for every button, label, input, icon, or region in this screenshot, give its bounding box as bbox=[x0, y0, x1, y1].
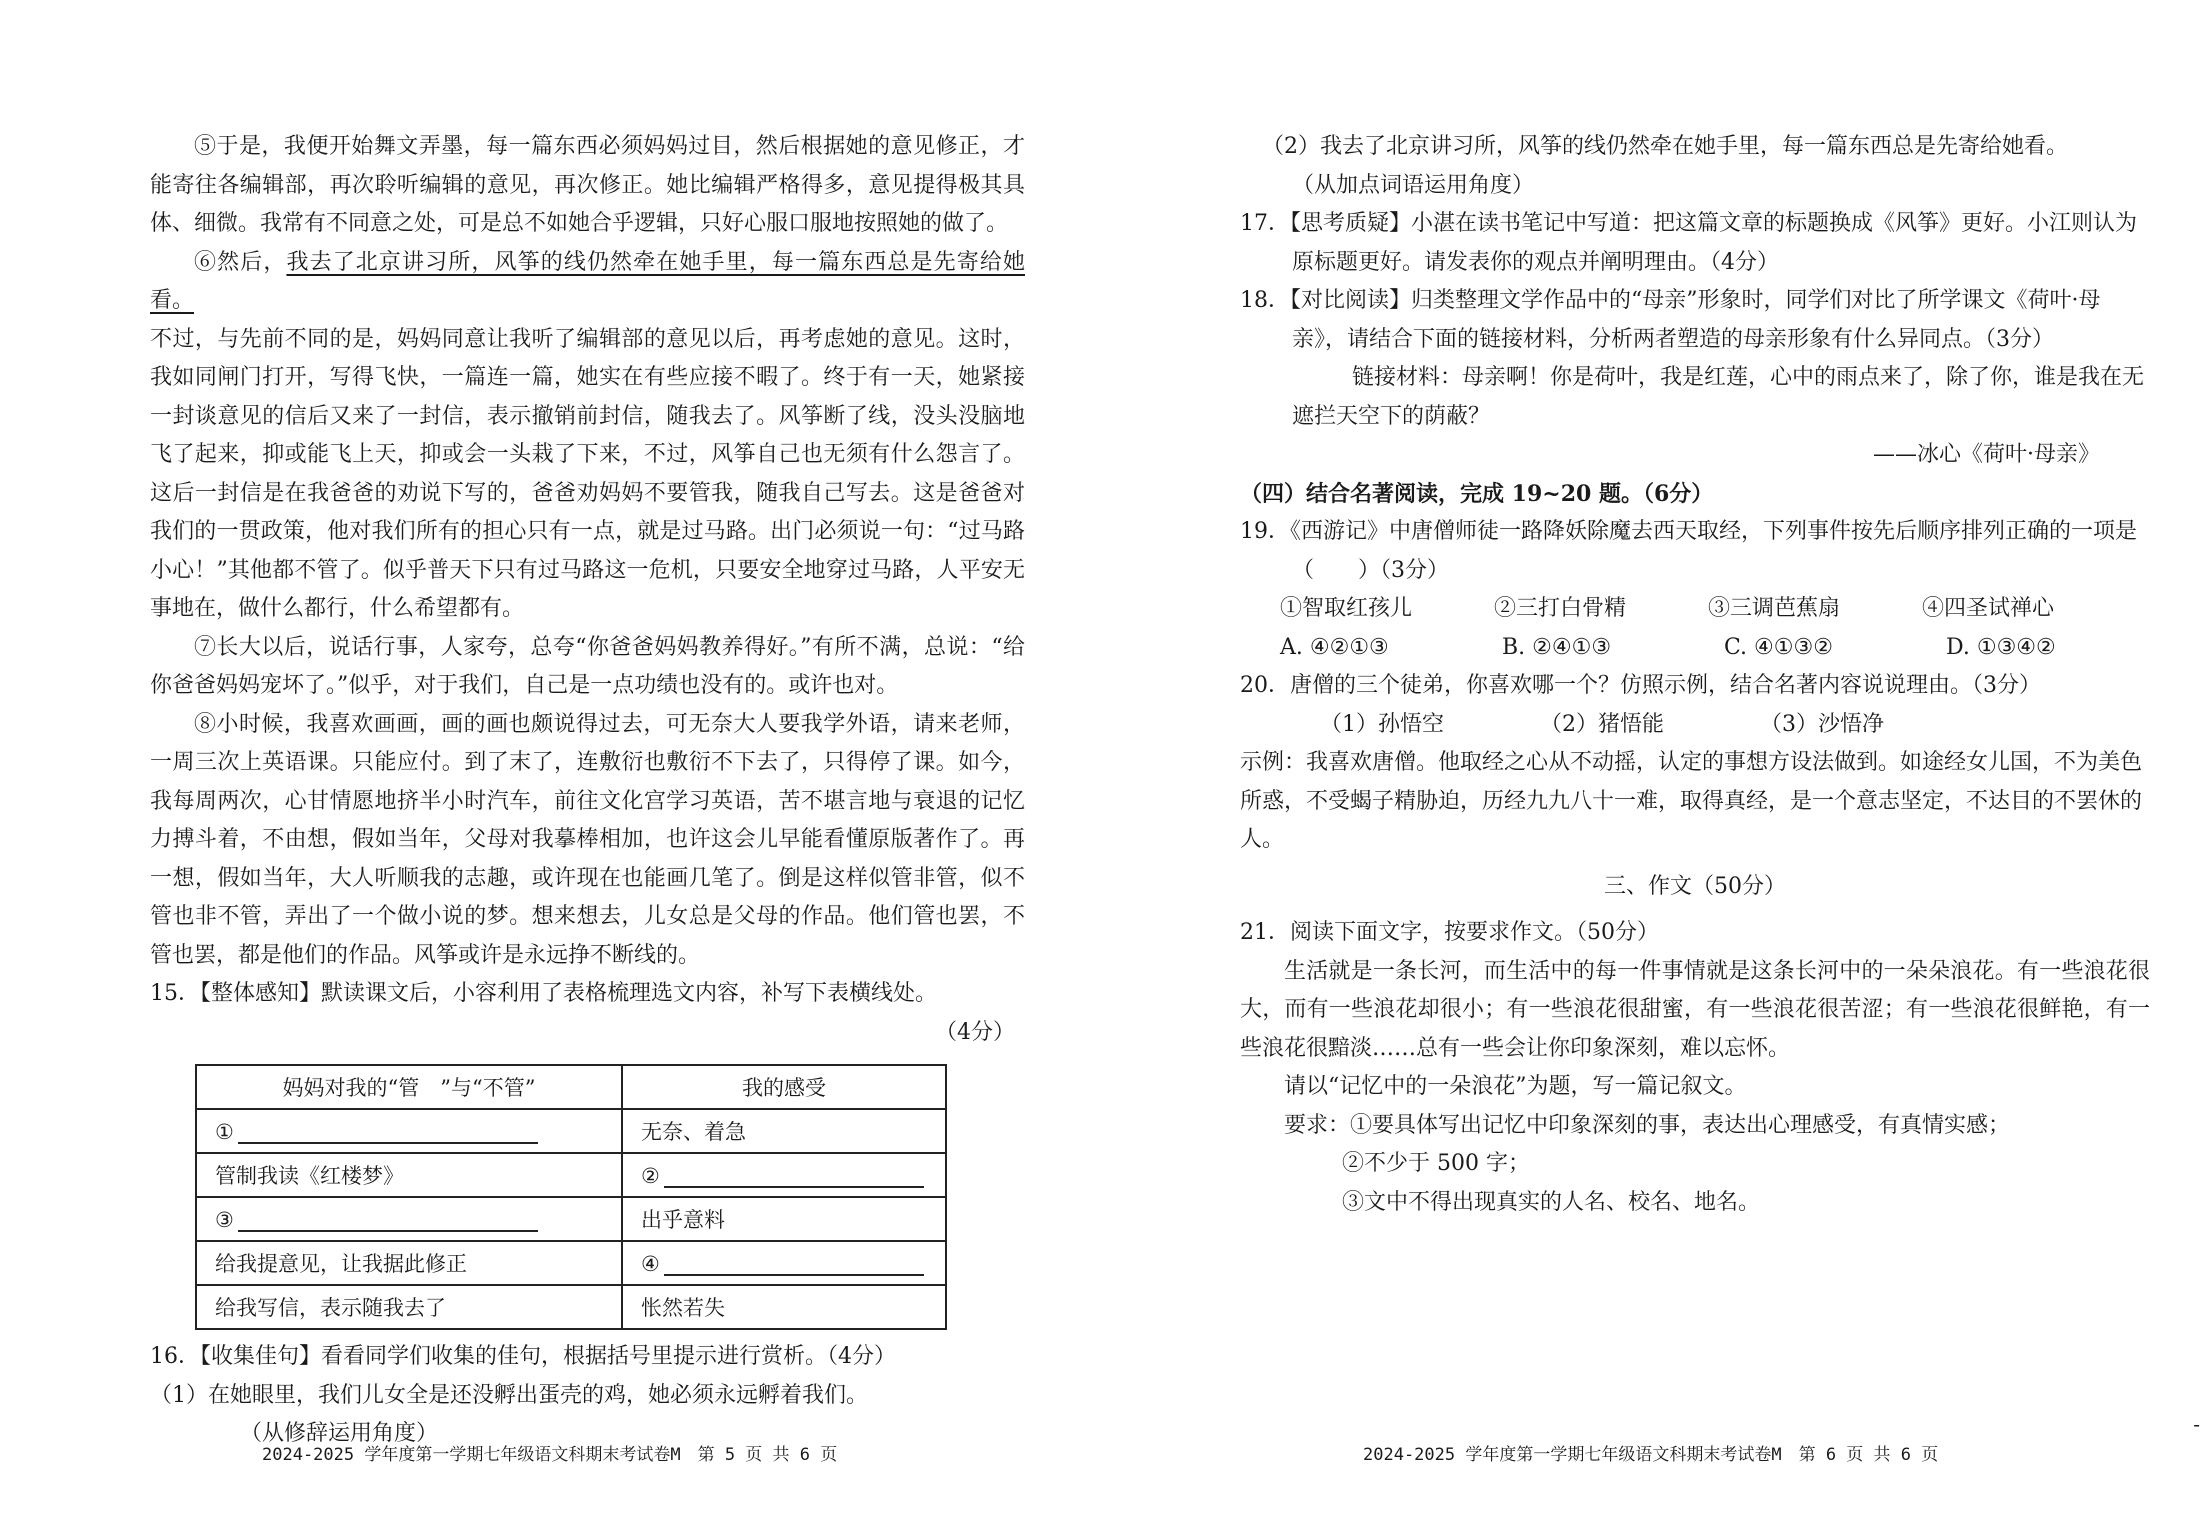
table-cell-text: ③ bbox=[215, 1208, 234, 1232]
option-b[interactable]: B. ②④①③ bbox=[1502, 634, 1612, 660]
table-header-right: 我的感受 bbox=[622, 1065, 946, 1109]
section-4-heading: （四）结合名著阅读，完成 19~20 题。（6分） bbox=[1240, 480, 1714, 507]
table-row bbox=[196, 1153, 946, 1197]
requirement-1: 要求：①要具体写出记忆中印象深刻的事，表达出心理感受，有真情实感； bbox=[1284, 1112, 2011, 1138]
page-footer-right: 2024-2025 学年度第一学期七年级语文科期末考试卷M 第 6 页 共 6 页 bbox=[1363, 1445, 1939, 1465]
page-footer-left: 2024-2025 学年度第一学期七年级语文科期末考试卷M 第 5 页 共 6 页 bbox=[262, 1445, 838, 1465]
choice-item: （1）孙悟空 bbox=[1320, 711, 1444, 737]
question-19-options bbox=[1240, 629, 2150, 668]
option-c[interactable]: C. ④①③② bbox=[1724, 634, 1833, 660]
link-attribution: ——冰心《荷叶·母亲》 bbox=[1873, 442, 2100, 467]
question-17: 17．【思考质疑】小湛在读书笔记中写道：把这篇文章的标题换成《风筝》更好。小江则认为原标题更好。请发表你的观点并阐明理由。（4分） bbox=[1240, 211, 2137, 275]
table-cell[interactable] bbox=[196, 1109, 622, 1153]
table-cell[interactable] bbox=[622, 1153, 946, 1197]
event-item: ④四圣试禅心 bbox=[1922, 596, 2055, 621]
paragraph-6-first bbox=[150, 244, 1025, 321]
question-15: 15．【整体感知】默读课文后，小容利用了表格梳理选文内容，补写下表横线处。 bbox=[150, 981, 937, 1006]
table-cell-text: ④ bbox=[641, 1252, 660, 1276]
question-16-2: （2）我去了北京讲习所，风筝的线仍然牵在她手里，每一篇东西总是先寄给她看。 bbox=[1262, 134, 2068, 159]
paragraph-5: ⑤于是，我便开始舞文弄墨，每一篇东西必须妈妈过目，然后根据她的意见修正，才能寄往各编辑部，再次聆听编辑的意见，再次修正。她比编辑严格得多，意见提得极其具体、细微。我常有不同意之处，可是总不如她合乎逻辑，只好心服口服地按照她的做了。 bbox=[150, 134, 1025, 236]
table-row bbox=[196, 1241, 946, 1285]
table-row bbox=[196, 1285, 946, 1329]
paragraph-8: ⑧小时候，我喜欢画画，画的画也颇说得过去，可无奈大人要我学外语，请来老师，一周三次上英语课。只能应付。到了末了，连敷衍也敷衍不下去了，只得停了课。如今，我每周两次，心甘情愿地挤半小时汽车，前往文化宫学习英语，苦不堪言地与衰退的记忆力搏斗着，不由想，假如当年，父母对我摹棒相加，也许这会儿早能看懂原版著作了。再一想，假如当年，大人听顺我的志趣，或许现在也能画几笔了。倒是这样似管非管，似不管也非不管，弄出了一个做小说的梦。想来想去，儿女总是父母的作品。他们管也罢，不管也罢，都是他们的作品。风筝或许是永远挣不断线的。 bbox=[150, 711, 1025, 968]
link-material: 链接材料：母亲啊！你是荷叶，我是红莲，心中的雨点来了，除了你，谁是我在无遮拦天空下的荫蔽？ bbox=[1292, 365, 2145, 429]
table-cell: 怅然若失 bbox=[622, 1285, 946, 1329]
answer-blank[interactable] bbox=[238, 1118, 538, 1144]
event-item: ③三调芭蕉扇 bbox=[1708, 596, 1841, 621]
question-19: 19．《西游记》中唐僧师徒一路降妖除魔去西天取经，下列事件按先后顺序排列正确的一项是（ ）（3分） bbox=[1240, 519, 2137, 583]
section-3-heading: 三、作文（50分） bbox=[1604, 873, 1786, 899]
table-row bbox=[196, 1197, 946, 1241]
table-cell[interactable] bbox=[196, 1197, 622, 1241]
question-20-choices bbox=[1240, 706, 2150, 745]
question-15-score: （4分） bbox=[935, 1019, 1015, 1045]
choice-item: （3）沙悟净 bbox=[1760, 711, 1884, 737]
table-cell: 出乎意料 bbox=[622, 1197, 946, 1241]
requirement-2: ②不少于 500 字； bbox=[1342, 1151, 1530, 1176]
paragraph-6-underlined: 我去了北京讲习所，风筝的线仍然牵在她手里，每一篇东西总是先寄给她看。 bbox=[150, 249, 1025, 313]
event-item: ①智取红孩儿 bbox=[1280, 596, 1413, 621]
paragraph-6-rest: 不过，与先前不同的是，妈妈同意让我听了编辑部的意见以后，再考虑她的意见。这时，我如同闸门打开，写得飞快，一篇连一篇，她实在有些应接不暇了。终于有一天，她紧接一封谈意见的信后又来了一封信，表示撤销前封信，随我去了。风筝断了线，没头没脑地飞了起来，抑或能飞上天，抑或会一头栽了下来，不过，风筝自己也无须有什么怨言了。这后一封信是在我爸爸的劝说下写的，爸爸劝妈妈不要管我，随我自己写去。这是爸爸对我们的一贯政策，他对我们所有的担心只有一点，就是过马路。出门必须说一句：“过马路小心！”其他都不管了。似乎普天下只有过马路这一危机，只要安全地穿过马路，人平安无事地在，做什么都行，什么希望都有。 bbox=[150, 326, 1025, 621]
question-16-1-hint: （从修辞运用角度） bbox=[240, 1421, 439, 1446]
table-cell[interactable] bbox=[622, 1241, 946, 1285]
table-cell: 给我提意见，让我据此修正 bbox=[196, 1241, 622, 1285]
question-16-2-hint: （从加点词语运用角度） bbox=[1292, 172, 1535, 198]
table-cell: 给我写信，表示随我去了 bbox=[196, 1285, 622, 1329]
table-header-row bbox=[196, 1065, 946, 1109]
table-row bbox=[196, 1109, 946, 1153]
choice-item: （2）猪悟能 bbox=[1540, 711, 1664, 737]
answer-blank[interactable] bbox=[664, 1162, 924, 1188]
right-page bbox=[1105, 0, 2210, 1530]
question-21-text: 生活就是一条长河，而生活中的每一件事情就是这条长河中的一朵朵浪花。有一些浪花很大，而有一些浪花却很小；有一些浪花很甜蜜，有一些浪花很苦涩；有一些浪花很鲜艳，有一些浪花很黯淡……总有一些会让你印象深刻，难以忘怀。 bbox=[1240, 958, 2150, 1061]
question-20: 20．唐僧的三个徒弟，你喜欢哪一个？仿照示例，结合名著内容说说理由。（3分） bbox=[1240, 673, 2041, 698]
option-a[interactable]: A. ④②①③ bbox=[1280, 634, 1389, 660]
answer-blank[interactable] bbox=[238, 1206, 538, 1232]
question-19-events bbox=[1240, 590, 2150, 629]
edge-mark: - bbox=[2193, 1412, 2200, 1436]
question-16: 16．【收集佳句】看看同学们收集的佳句，根据括号里提示进行赏析。（4分） bbox=[150, 1344, 896, 1369]
question-21: 21．阅读下面文字，按要求作文。（50分） bbox=[1240, 920, 1659, 945]
event-item: ②三打白骨精 bbox=[1494, 596, 1627, 621]
option-d[interactable]: D. ①③④② bbox=[1946, 634, 2056, 660]
table-header-left: 妈妈对我的“管 ”与“不管” bbox=[196, 1065, 622, 1109]
table-cell: 管制我读《红楼梦》 bbox=[196, 1153, 622, 1197]
table-cell-text: ① bbox=[215, 1120, 234, 1144]
answer-blank[interactable] bbox=[664, 1250, 924, 1276]
paragraph-7: ⑦长大以后，说话行事，人家夸，总夸“你爸爸妈妈教养得好。”有所不满，总说：“给你爸爸妈妈宠坏了。”似乎，对于我们，自己是一点功绩也没有的。或许也对。 bbox=[150, 634, 1025, 698]
requirement-3: ③文中不得出现真实的人名、校名、地名。 bbox=[1342, 1189, 1761, 1215]
summary-table bbox=[195, 1064, 947, 1330]
table-cell: 无奈、着急 bbox=[622, 1109, 946, 1153]
question-21-prompt: 请以“记忆中的一朵浪花”为题，写一篇记叙文。 bbox=[1284, 1074, 1747, 1099]
question-18: 18．【对比阅读】归类整理文学作品中的“母亲”形象时，同学们对比了所学课文《荷叶·母亲》，请结合下面的链接材料，分析两者塑造的母亲形象有什么异同点。（3分） bbox=[1240, 288, 2101, 352]
paragraph-6-prefix: ⑥然后， bbox=[194, 249, 287, 275]
question-16-1: （1）在她眼里，我们儿女全是还没孵出蛋壳的鸡，她必须永远孵着我们。 bbox=[150, 1382, 868, 1408]
table-cell-text: ② bbox=[641, 1164, 660, 1188]
question-20-example: 示例：我喜欢唐僧。他取经之心从不动摇，认定的事想方设法做到。如途经女儿国，不为美色所惑，不受蝎子精胁迫，历经九九八十一难，取得真经，是一个意志坚定，不达目的不罢休的人。 bbox=[1240, 750, 2143, 852]
